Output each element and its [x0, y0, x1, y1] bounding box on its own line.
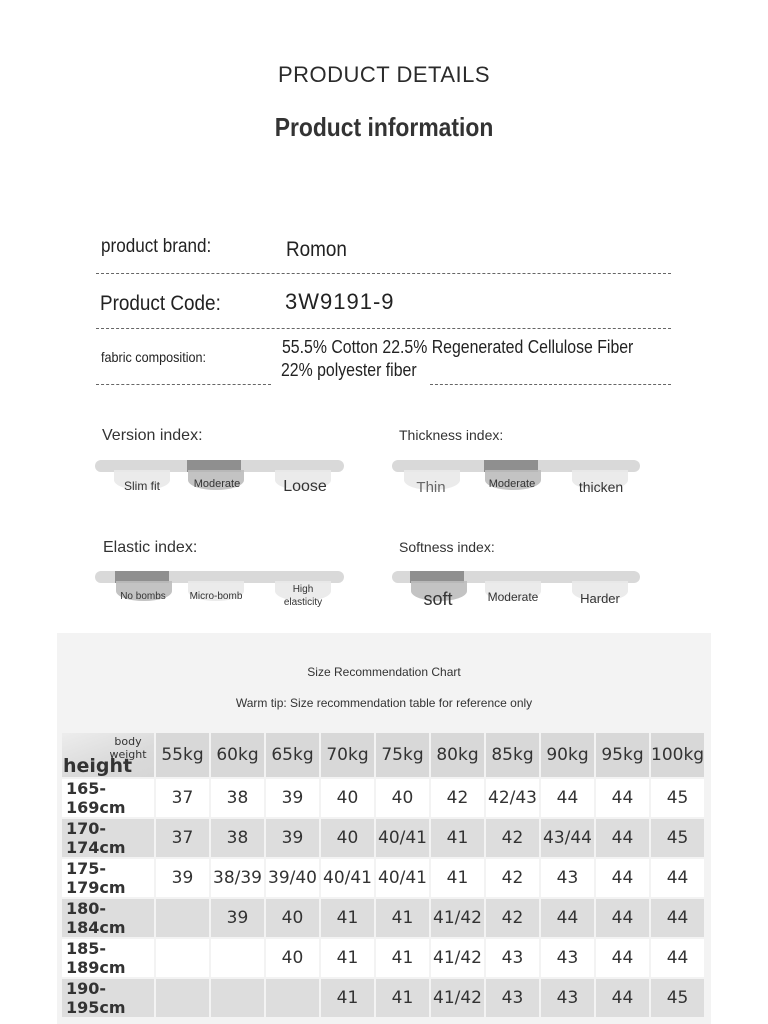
- weight-header: 85kg: [485, 733, 540, 778]
- size-cell: 37: [155, 778, 210, 818]
- size-cell: 45: [650, 818, 705, 858]
- size-cell: 44: [595, 938, 650, 978]
- elastic-option-micro-bomb: Micro-bomb: [189, 591, 243, 602]
- size-cell: 44: [650, 858, 705, 898]
- version-option-slim: Slim fit: [124, 479, 160, 493]
- size-cell: 43: [485, 978, 540, 1018]
- table-row: [62, 938, 705, 978]
- size-cell: 40/41: [375, 818, 430, 858]
- elastic-index-label: Elastic index:: [103, 539, 198, 556]
- version-option-moderate: Moderate: [193, 478, 241, 490]
- height-range-cell: 180-184cm: [62, 898, 155, 938]
- size-cell: [155, 898, 210, 938]
- size-cell: 41: [375, 978, 430, 1018]
- thickness-index-label: Thickness index:: [399, 427, 504, 443]
- corner-weight-label: body weight: [109, 735, 147, 761]
- size-cell: 40: [265, 938, 320, 978]
- size-cell: [210, 938, 265, 978]
- size-cell: 39: [265, 818, 320, 858]
- table-row: [62, 858, 705, 898]
- size-cell: [155, 938, 210, 978]
- table-row: [62, 778, 705, 818]
- brand-value: Romon: [286, 238, 347, 261]
- thickness-option-thin: Thin: [416, 479, 446, 496]
- weight-header: 90kg: [540, 733, 595, 778]
- size-cell: 38: [210, 778, 265, 818]
- softness-option-moderate: Moderate: [487, 590, 539, 604]
- size-cell: 43: [540, 858, 595, 898]
- version-option-loose: Loose: [283, 478, 327, 495]
- size-cell: 40: [320, 778, 375, 818]
- size-cell: 44: [595, 818, 650, 858]
- section-subtitle: Product information: [274, 112, 494, 142]
- size-table-header-row: [62, 733, 705, 778]
- divider: [96, 328, 671, 329]
- height-range-cell: 165-169cm: [62, 778, 155, 818]
- size-chart-tip: Warm tip: Size recommendation table for reference only: [235, 696, 533, 710]
- size-cell: 41/42: [430, 898, 485, 938]
- page-title: PRODUCT DETAILS: [277, 62, 491, 87]
- size-cell: 42: [430, 778, 485, 818]
- height-range-cell: 170-174cm: [62, 818, 155, 858]
- height-range-cell: 190-195cm: [62, 978, 155, 1018]
- size-cell: 40: [375, 778, 430, 818]
- softness-index-label: Softness index:: [399, 539, 495, 555]
- size-cell: 45: [650, 778, 705, 818]
- height-range-cell: 185-189cm: [62, 938, 155, 978]
- size-cell: 44: [595, 858, 650, 898]
- size-cell: [155, 978, 210, 1018]
- size-cell: 44: [650, 898, 705, 938]
- divider: [96, 384, 271, 385]
- size-cell: 39: [155, 858, 210, 898]
- size-cell: 44: [595, 778, 650, 818]
- divider: [96, 273, 671, 274]
- softness-option-soft: soft: [423, 589, 453, 609]
- size-cell: 43: [540, 938, 595, 978]
- size-cell: 41: [320, 978, 375, 1018]
- size-cell: 43: [485, 938, 540, 978]
- size-cell: 38: [210, 818, 265, 858]
- size-cell: 44: [540, 778, 595, 818]
- table-row: [62, 978, 705, 1018]
- size-cell: 39: [210, 898, 265, 938]
- product-code-value: 3W9191-9: [285, 289, 395, 314]
- height-range-cell: 175-179cm: [62, 858, 155, 898]
- weight-header: 70kg: [320, 733, 375, 778]
- size-chart-title: Size Recommendation Chart: [307, 665, 461, 679]
- size-cell: 41: [375, 938, 430, 978]
- size-cell: 41: [430, 858, 485, 898]
- size-cell: 42/43: [485, 778, 540, 818]
- size-cell: 41: [320, 898, 375, 938]
- divider: [430, 384, 671, 385]
- size-cell: 44: [595, 978, 650, 1018]
- thickness-option-moderate: Moderate: [488, 478, 536, 490]
- size-cell: 41: [430, 818, 485, 858]
- size-cell: 44: [540, 898, 595, 938]
- size-table-corner: [62, 733, 155, 778]
- size-cell: 37: [155, 818, 210, 858]
- table-row: [62, 898, 705, 938]
- size-cell: 42: [485, 818, 540, 858]
- weight-header: 95kg: [595, 733, 650, 778]
- product-code-label: Product Code:: [100, 292, 221, 315]
- fabric-label: fabric composition:: [101, 349, 207, 365]
- size-cell: 41/42: [430, 938, 485, 978]
- size-cell: 41: [375, 898, 430, 938]
- weight-header: 100kg: [650, 733, 705, 778]
- fabric-value-line2: 22% polyester fiber: [281, 360, 417, 380]
- table-row: [62, 818, 705, 858]
- size-cell: 42: [485, 898, 540, 938]
- thickness-option-thicken: thicken: [578, 479, 624, 495]
- size-cell: 38/39: [210, 858, 265, 898]
- size-cell: 40: [265, 898, 320, 938]
- version-index-label: Version index:: [102, 427, 203, 444]
- size-cell: 44: [595, 898, 650, 938]
- size-cell: 39: [265, 778, 320, 818]
- size-table: [62, 733, 706, 1019]
- weight-header: 65kg: [265, 733, 320, 778]
- softness-option-harder: Harder: [580, 591, 620, 606]
- elastic-option-high: High elasticity: [283, 584, 323, 608]
- size-cell: 45: [650, 978, 705, 1018]
- corner-height-label: height: [63, 755, 133, 777]
- size-cell: 40/41: [375, 858, 430, 898]
- size-cell: 44: [650, 938, 705, 978]
- size-cell: 40/41: [320, 858, 375, 898]
- weight-header: 80kg: [430, 733, 485, 778]
- size-cell: 42: [485, 858, 540, 898]
- size-cell: [265, 978, 320, 1018]
- brand-label: product brand:: [101, 236, 212, 257]
- size-cell: 43: [540, 978, 595, 1018]
- size-cell: [210, 978, 265, 1018]
- fabric-value-line1: 55.5% Cotton 22.5% Regenerated Cellulose Fiber: [282, 337, 634, 357]
- size-cell: 41/42: [430, 978, 485, 1018]
- size-cell: 40: [320, 818, 375, 858]
- elastic-option-no-bombs: No bombs: [120, 591, 166, 602]
- weight-header: 55kg: [155, 733, 210, 778]
- size-cell: 41: [320, 938, 375, 978]
- size-cell: 43/44: [540, 818, 595, 858]
- size-cell: 39/40: [265, 858, 320, 898]
- weight-header: 60kg: [210, 733, 265, 778]
- weight-header: 75kg: [375, 733, 430, 778]
